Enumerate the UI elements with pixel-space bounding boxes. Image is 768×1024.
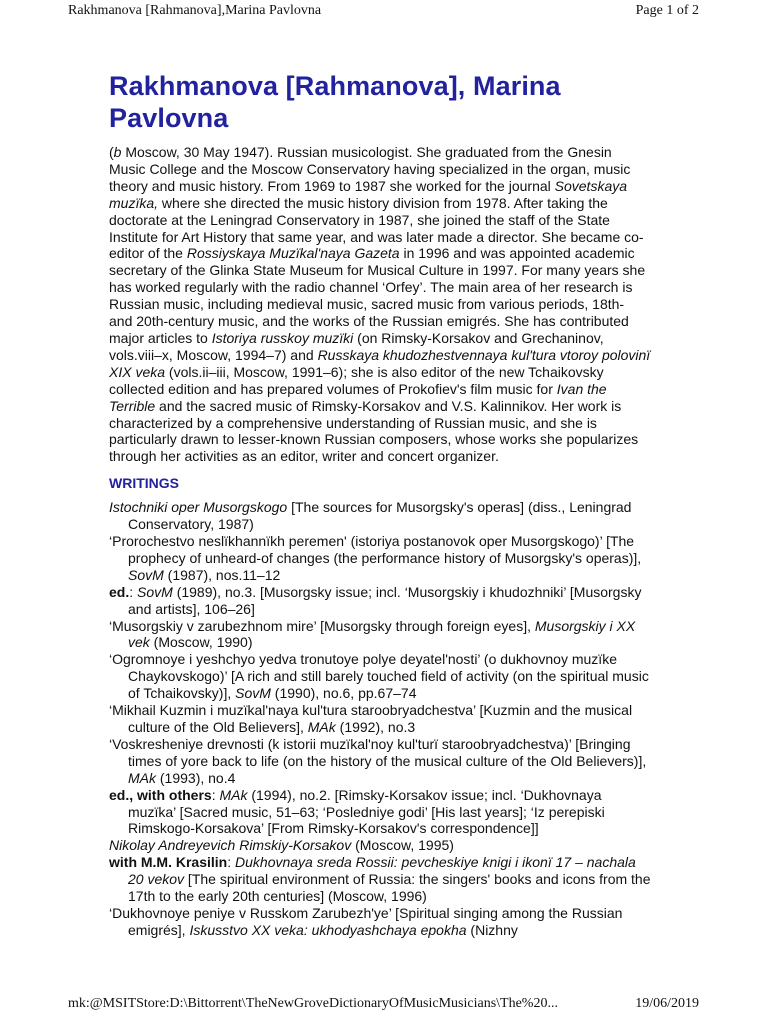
article-bio: (b Moscow, 30 May 1947). Russian musicologist. She graduated from the Gnesin Music College and the Moscow Conservatory having specialized in the organ, music theory and music history. From 1969 to 1987 she worked for the journal Sovetskaya muzïka, where she directed the music history division from 1978. After taking the doctorate at the Leningrad Conservatory in 1987, she joined the staff of the State Institute for Art History that same year, and was later made a director. She became co-editor of the Rossiyskaya Muzïkal'naya Gazeta in 1996 and was appointed academic secretary of the Glinka State Museum for Musical Culture in 1997. For many years she has worked regularly with the radio channel ‘Orfey’. The main area of her research is Russian music, including medieval music, sacred music from various periods, 18th- and 20th-century music, and the works of the Russian emigrés. She has contributed major articles to Istoriya russkoy muzïki (on Rimsky-Korsakov and Grechaninov, vols.viii–x, Moscow, 1994–7) and Russkaya khudozhestvennaya kul'tura vtoroy polovinï XIX veka (vols.ii–iii, Moscow, 1991–6); she is also editor of the new Tchaikovsky collected edition and has prepared volumes of Prokofiev's film music for Ivan the Terrible and the sacred music of Rimsky-Korsakov and V.S. Kalinnikov. Her work is characterized by a comprehensive understanding of Russian music, and she is particularly drawn to lesser-known Russian composers, whose works she popularizes through her activities as an editor, writer and concert organizer. (109, 144, 651, 465)
writings-heading: WRITINGS (109, 475, 179, 492)
writing-item: Nikolay Andreyevich Rimskiy-Korsakov (Moscow, 1995) (109, 837, 454, 854)
footer-path: mk:@MSITStore:D:\Bittorrent\TheNewGroveDictionaryOfMusicMusicians\The%20... (68, 996, 558, 1011)
writing-item: ‘Voskresheniye drevnosti (k istorii muzïkal'noy kul'turï staroobryadchestva)’ [Bringing times of yore back to life (on the history of the musical culture of the Old Believers)], MAk (1993), no.4 (109, 735, 647, 786)
article (109, 70, 651, 939)
article-title: Rakhmanova [Rahmanova], Marina Pavlovna (109, 71, 561, 133)
writing-item: ‘Dukhovnoye peniye v Russkom Zarubezh'ye’ [Spiritual singing among the Russian emigrés], Iskusstvo XX veka: ukhodyashchaya epokha (Nizhny (109, 904, 623, 938)
writing-item: ed.: SovM (1989), no.3. [Musorgsky issue; incl. ‘Musorgskiy i khudozhniki’ [Musorgsky and artists], 106–26] (109, 583, 642, 617)
page-footer (68, 996, 699, 1014)
writing-item: ‘Prorochestvo neslïkhannïkh peremen' (istoriya postanovok oper Musorgskogo)’ [The prophecy of unheard-of changes (the performance history of Musorgsky's operas)], SovM (1987), nos.11–12 (109, 533, 642, 583)
header-title: Rakhmanova [Rahmanova],Marina Pavlovna (68, 3, 322, 18)
page-number: Page 1 of 2 (635, 3, 699, 18)
writings-list (109, 499, 651, 939)
writing-item: ‘Musorgskiy v zarubezhnom mire’ [Musorgsky through foreign eyes], Musorgskiy i XX vek (Moscow, 1990) (109, 617, 636, 651)
writing-item: Istochniki oper Musorgskogo [The sources for Musorgsky's operas] (diss., Leningrad Conservatory, 1987) (109, 499, 632, 533)
writing-item: ‘Mikhail Kuzmin i muzïkal'naya kul'tura staroobryadchestva’ [Kuzmin and the musical culture of the Old Believers], MAk (1992), no.3 (109, 702, 633, 735)
footer-date: 19/06/2019 (635, 996, 699, 1011)
writing-item: ‘Ogromnoye i yeshchyo yedva tronutoye polye deyatel'nosti’ (o dukhovnoy muzïke Chaykovskogo)’ [A rich and still barely touched field of activity (on the spiritual music of Tchaikovsky)], SovM (1990), no.6, pp.67–74 (109, 651, 649, 702)
writing-item: ed., with others: MAk (1994), no.2. [Rimsky-Korsakov issue; incl. ‘Dukhovnaya muzïka’ [Sacred music, 51–63; ‘Posledniye godi’ [His last years]; ‘Iz perepiski Rimskogo-Korsakova’ [From Rimsky-Korsakov's correspondence]] (109, 786, 605, 837)
writing-item: with M.M. Krasilin: Dukhovnaya sreda Rossii: pevcheskiye knigi i ikonï 17 – nachala 20 vekov [The spiritual environment of Russia: the singers' books and icons from the 17th to the early 20th centuries] (Moscow, 1996) (109, 854, 651, 905)
page-header (68, 3, 699, 21)
